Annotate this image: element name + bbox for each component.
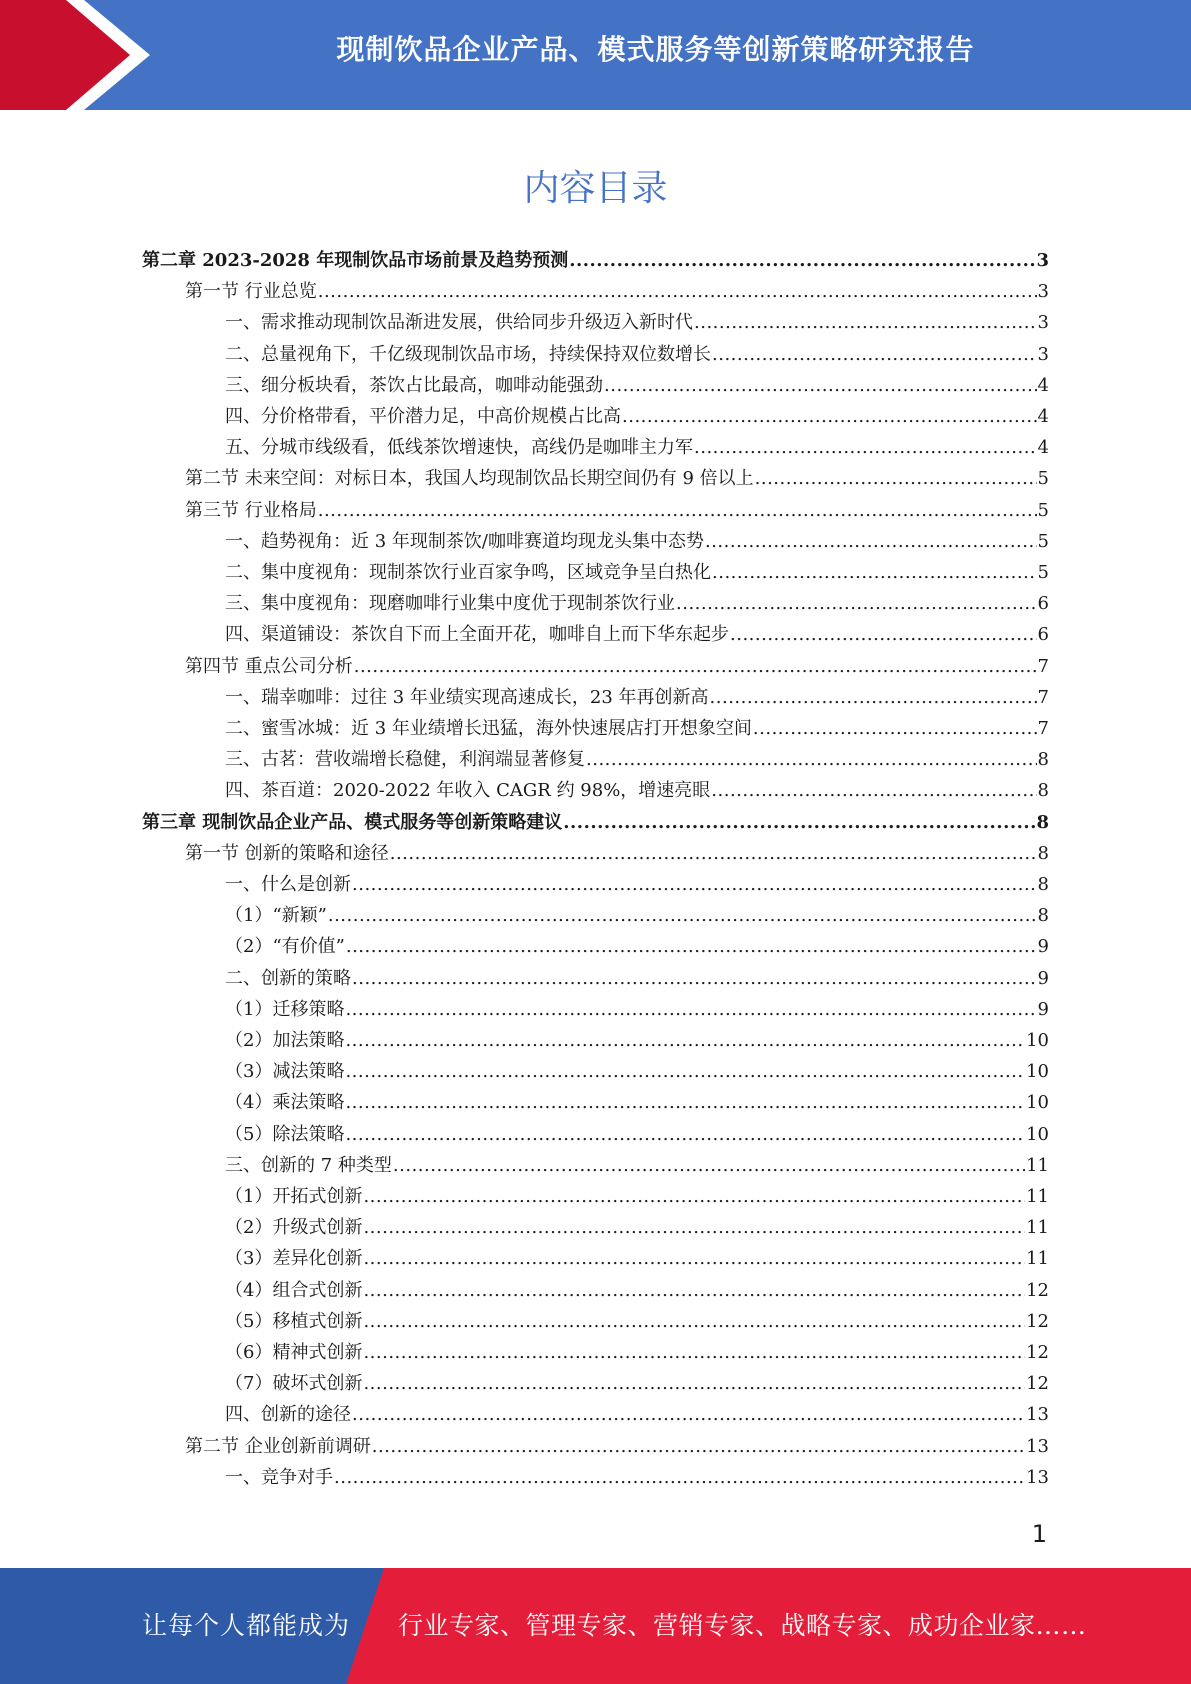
toc-entry-text: 一、瑞幸咖啡：过往 3 年业绩实现高速成长，23 年再创新高 — [225, 686, 709, 708]
toc-entry-text: （4）组合式创新 — [225, 1279, 363, 1301]
toc-entry-text: （4）乘法策略 — [225, 1092, 345, 1114]
toc-entry-page: 4 — [1037, 437, 1049, 459]
toc-entry-text: 四、分价格带看，平价潜力足，中高价规模占比高 — [225, 406, 621, 427]
toc-leader-dots — [372, 1436, 1025, 1458]
toc-entry-page: 5 — [1037, 468, 1049, 490]
toc-entry[interactable] — [225, 1022, 1049, 1052]
toc-entry-page: 8 — [1037, 780, 1049, 802]
toc-leader-dots — [318, 500, 1037, 522]
toc-entry-page: 12 — [1026, 1342, 1049, 1363]
header-arrow-decoration — [0, 0, 160, 110]
toc-leader-dots — [705, 531, 1037, 553]
page-number: 1 — [1031, 1520, 1047, 1548]
toc-entry[interactable] — [225, 1459, 1049, 1489]
toc-entry[interactable] — [225, 585, 1049, 615]
toc-leader-dots — [710, 687, 1037, 709]
toc-leader-dots — [352, 874, 1037, 896]
toc-leader-dots — [363, 1311, 1025, 1333]
toc-entry-page: 6 — [1037, 624, 1049, 646]
toc-entry-text: 一、需求推动现制饮品渐进发展，供给同步升级迈入新时代 — [225, 312, 693, 334]
toc-leader-dots — [393, 1155, 1025, 1177]
toc-entry-page: 13 — [1026, 1404, 1049, 1426]
toc-leader-dots — [712, 344, 1037, 366]
toc-leader-dots — [345, 999, 1036, 1021]
toc-leader-dots — [345, 1124, 1025, 1146]
toc-entry[interactable] — [225, 304, 1049, 334]
toc-leader-dots — [345, 1061, 1025, 1083]
toc-entry[interactable] — [225, 1396, 1049, 1426]
toc-entry-text: （2）“有价值” — [225, 936, 345, 958]
toc-entry[interactable] — [225, 1084, 1049, 1114]
toc-entry[interactable] — [225, 710, 1049, 740]
toc-entry-page: 13 — [1026, 1435, 1049, 1457]
toc-entry-page: 4 — [1037, 374, 1049, 396]
toc-entry-text: 二、总量视角下，千亿级现制饮品市场，持续保持双位数增长 — [225, 343, 711, 365]
toc-entry-text: （2）加法策略 — [225, 1030, 345, 1051]
toc-entry-text: 三、细分板块看，茶饮占比最高，咖啡动能强劲 — [225, 374, 603, 396]
toc-entry[interactable] — [225, 928, 1049, 958]
toc-leader-dots — [694, 437, 1037, 459]
toc-entry-page: 7 — [1037, 655, 1049, 677]
toc-entry[interactable] — [225, 679, 1049, 709]
toc-entry-page: 12 — [1026, 1310, 1049, 1332]
toc-entry-page: 5 — [1037, 562, 1049, 583]
toc-entry[interactable] — [185, 835, 1049, 865]
toc-entry[interactable] — [185, 648, 1049, 678]
toc-leader-dots — [694, 312, 1037, 334]
toc-entry-text: （1）“新颖” — [225, 905, 327, 927]
toc-entry-page: 11 — [1026, 1248, 1049, 1270]
toc-entry[interactable] — [185, 1428, 1049, 1458]
toc-entry-text: （5）移植式创新 — [225, 1310, 363, 1332]
toc-leader-dots — [712, 562, 1037, 584]
toc-leader-dots — [318, 281, 1037, 303]
toc-entry[interactable] — [185, 492, 1049, 522]
toc-entry[interactable] — [225, 523, 1049, 553]
toc-leader-dots — [622, 406, 1037, 428]
toc-leader-dots — [354, 656, 1037, 678]
toc-entry-page: 3 — [1036, 250, 1049, 271]
toc-entry[interactable] — [225, 741, 1049, 771]
toc-leader-dots — [363, 1217, 1025, 1239]
toc-entry-text: （7）破坏式创新 — [225, 1373, 363, 1395]
toc-leader-dots — [346, 936, 1037, 958]
toc-leader-dots — [711, 780, 1036, 802]
toc-leader-dots — [363, 1373, 1025, 1395]
toc-entry[interactable] — [185, 460, 1049, 490]
toc-entry[interactable] — [225, 1116, 1049, 1146]
toc-entry-text: 第三节 行业格局 — [185, 499, 317, 521]
toc-entry-page: 9 — [1037, 936, 1049, 958]
toc-entry-page: 3 — [1037, 281, 1049, 303]
toc-title: 内容目录 — [523, 168, 668, 209]
toc-entry-page: 13 — [1026, 1466, 1049, 1488]
toc-entry-text: 第二章 2023-2028 年现制饮品市场前景及趋势预测 — [142, 250, 569, 271]
header-title: 现制饮品企业产品、模式服务等创新策略研究报告 — [336, 33, 975, 66]
toc-entry[interactable] — [225, 1053, 1049, 1083]
toc-entry[interactable] — [225, 960, 1049, 990]
toc-entry-page: 9 — [1037, 998, 1049, 1020]
toc-entry-text: （5）除法策略 — [225, 1123, 345, 1145]
toc-entry[interactable] — [225, 1272, 1049, 1302]
toc-entry[interactable] — [225, 1365, 1049, 1395]
toc-leader-dots — [604, 375, 1037, 397]
toc-entry[interactable] — [225, 1334, 1049, 1364]
toc-entry-text: 三、古茗：营收端增长稳健，利润端显著修复 — [225, 749, 585, 771]
toc-entry-page: 10 — [1026, 1030, 1049, 1051]
toc-entry-page: 8 — [1037, 905, 1049, 927]
toc-entry[interactable] — [225, 866, 1049, 896]
toc-leader-dots — [563, 812, 1035, 834]
toc-entry[interactable] — [225, 367, 1049, 397]
footer-left-text: 让每个人都能成为 — [142, 1611, 351, 1640]
toc-entry-page: 8 — [1037, 749, 1049, 771]
toc-entry-page: 10 — [1026, 1123, 1049, 1145]
toc-leader-dots — [676, 593, 1037, 615]
toc-entry-page: 3 — [1037, 343, 1049, 365]
footer-right-text: 行业专家、管理专家、营销专家、战略专家、成功企业家…… — [398, 1611, 1087, 1640]
toc-entry-text: 一、趋势视角：近 3 年现制茶饮/咖啡赛道均现龙头集中态势 — [225, 530, 704, 552]
toc-entry-text: 二、蜜雪冰城：近 3 年业绩增长迅猛，海外快速展店打开想象空间 — [225, 718, 752, 739]
toc-entry[interactable] — [225, 1209, 1049, 1239]
toc-entry-text: 一、竞争对手 — [225, 1466, 333, 1488]
toc-entry[interactable] — [185, 273, 1049, 303]
toc-entry[interactable] — [225, 897, 1049, 927]
toc-leader-dots — [352, 1404, 1025, 1426]
toc-entry-text: 一、什么是创新 — [225, 874, 351, 895]
toc-entry-text: 五、分城市线级看，低线茶饮增速快，高线仍是咖啡主力军 — [225, 437, 693, 459]
toc-leader-dots — [363, 1248, 1025, 1270]
toc-leader-dots — [390, 843, 1037, 865]
toc-entry-page: 10 — [1026, 1092, 1049, 1114]
toc-entry[interactable] — [225, 1303, 1049, 1333]
toc-entry-text: （3）减法策略 — [225, 1061, 345, 1083]
toc-entry-text: （1）迁移策略 — [225, 998, 345, 1020]
toc-leader-dots — [345, 1092, 1025, 1114]
toc-entry-text: 二、集中度视角：现制茶饮行业百家争鸣，区域竞争呈白热化 — [225, 562, 711, 583]
toc-entry-page: 10 — [1026, 1061, 1049, 1083]
header-banner — [0, 0, 1191, 110]
toc-entry-text: 第三章 现制饮品企业产品、模式服务等创新策略建议 — [142, 811, 563, 833]
toc-entry-text: （3）差异化创新 — [225, 1248, 363, 1270]
toc-entry[interactable] — [225, 1240, 1049, 1270]
toc-entry[interactable] — [225, 772, 1049, 802]
toc-entry-text: （1）开拓式创新 — [225, 1186, 363, 1207]
toc-entry-text: 四、茶百道：2020-2022 年收入 CAGR 约 98%，增速亮眼 — [225, 780, 711, 802]
toc-entry[interactable] — [225, 429, 1049, 459]
toc-entry-page: 12 — [1026, 1279, 1049, 1301]
footer-banner — [0, 1568, 1191, 1684]
toc-entry-text: 四、创新的途径 — [225, 1404, 351, 1426]
toc-entry-page: 8 — [1037, 842, 1049, 864]
toc-leader-dots — [569, 250, 1035, 272]
toc-entry[interactable] — [225, 616, 1049, 646]
toc-leader-dots — [363, 1280, 1025, 1302]
toc-entry-page: 5 — [1037, 499, 1049, 521]
toc-entry-page: 3 — [1037, 312, 1049, 334]
toc-leader-dots — [352, 968, 1037, 990]
toc-entry-text: 三、创新的 7 种类型 — [225, 1154, 392, 1176]
toc-entry-text: （6）精神式创新 — [225, 1342, 363, 1363]
toc-entry-text: （2）升级式创新 — [225, 1217, 363, 1239]
toc-leader-dots — [328, 905, 1037, 927]
toc-entry-text: 三、集中度视角：现磨咖啡行业集中度优于现制茶饮行业 — [225, 593, 675, 615]
toc-entry-page: 8 — [1036, 811, 1049, 833]
toc-entry[interactable] — [225, 991, 1049, 1021]
toc-entry[interactable] — [225, 1147, 1049, 1177]
toc-entry[interactable] — [225, 336, 1049, 366]
toc-entry-page: 8 — [1037, 874, 1049, 895]
toc-entry-text: 四、渠道铺设：茶饮自下而上全面开花，咖啡自上而下华东起步 — [225, 624, 729, 646]
toc-entry-page: 11 — [1026, 1186, 1049, 1207]
toc-entry-page: 6 — [1037, 593, 1049, 615]
toc-leader-dots — [586, 749, 1037, 771]
toc-leader-dots — [334, 1467, 1025, 1489]
toc-entry-text: 二、创新的策略 — [225, 967, 351, 989]
toc-entry-text: 第一节 创新的策略和途径 — [185, 842, 389, 864]
toc-entry[interactable] — [225, 554, 1049, 584]
toc-leader-dots — [363, 1342, 1025, 1364]
toc-leader-dots — [363, 1186, 1025, 1208]
toc-entry[interactable] — [225, 1178, 1049, 1208]
toc-entry-page: 11 — [1026, 1217, 1049, 1239]
toc-entry-text: 第四节 重点公司分析 — [185, 655, 353, 677]
toc-entry-text: 第一节 行业总览 — [185, 281, 317, 303]
toc-entry[interactable] — [225, 398, 1049, 428]
toc-leader-dots — [345, 1030, 1025, 1052]
toc-entry-page: 9 — [1037, 967, 1049, 989]
toc-leader-dots — [755, 468, 1037, 490]
toc-entry[interactable] — [142, 804, 1049, 834]
toc-leader-dots — [753, 718, 1037, 740]
toc-entry-page: 11 — [1026, 1154, 1049, 1176]
toc-entry-page: 4 — [1037, 406, 1049, 427]
toc-entry-page: 5 — [1037, 530, 1049, 552]
toc-entry-page: 7 — [1037, 718, 1049, 739]
toc-entry-text: 第二节 企业创新前调研 — [185, 1435, 371, 1457]
toc-entry-page: 12 — [1026, 1373, 1049, 1395]
toc-entry-text: 第二节 未来空间：对标日本，我国人均现制饮品长期空间仍有 9 倍以上 — [185, 468, 754, 490]
toc-entry-page: 7 — [1037, 686, 1049, 708]
toc-entry[interactable] — [142, 242, 1049, 272]
toc-leader-dots — [730, 624, 1037, 646]
